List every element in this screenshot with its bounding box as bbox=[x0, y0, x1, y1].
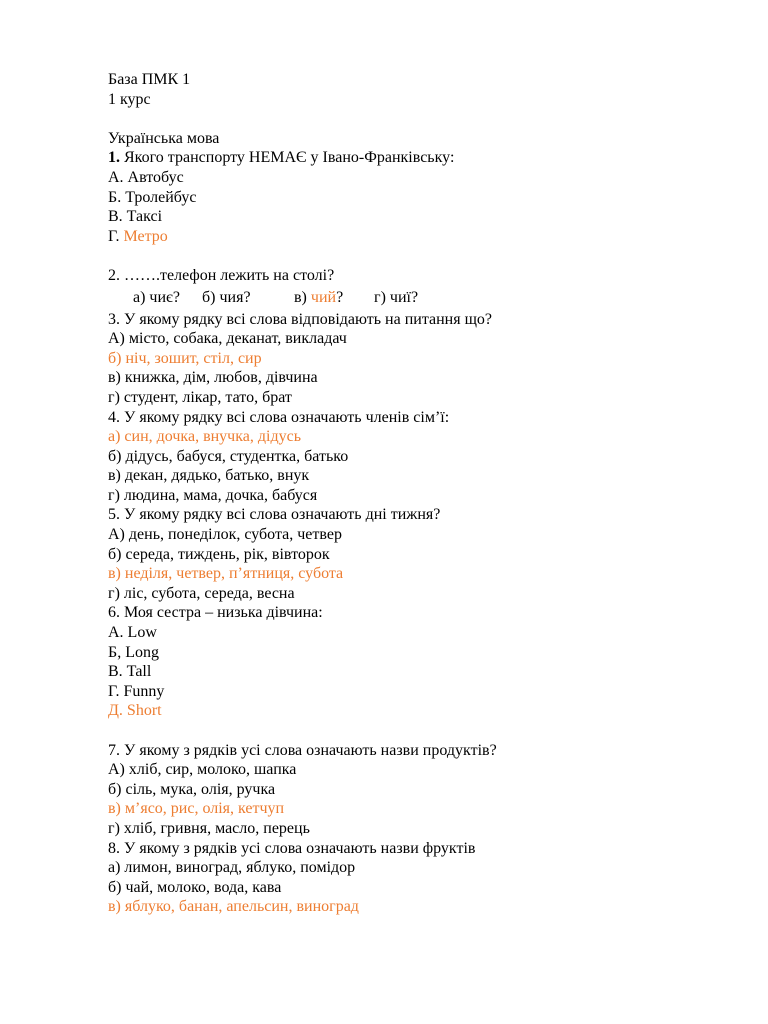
question-4: 4. У якому рядку всі слова означають членів сім’ї: bbox=[108, 408, 450, 426]
question-4-option: б) дідусь, бабуся, студентка, батько bbox=[108, 447, 349, 465]
document-title: База ПМК 1 bbox=[108, 71, 191, 88]
question-3-option: в) книжка, дім, любов, дівчина bbox=[108, 369, 318, 387]
question-6: 6. Моя сестра – низька дівчина: bbox=[108, 604, 323, 622]
question-2-option-d: г) чиї? bbox=[374, 288, 419, 306]
question-3-option: А) місто, собака, деканат, викладач bbox=[108, 330, 347, 348]
question-7: 7. У якому з рядків усі слова означають назви продуктів? bbox=[108, 741, 497, 759]
question-8: 8. У якому з рядків усі слова означають назви фруктів bbox=[108, 839, 476, 857]
question-4-option: в) декан, дядько, батько, внук bbox=[108, 467, 310, 485]
course-label: 1 курс bbox=[108, 90, 151, 108]
question-6-option: Г. Funny bbox=[108, 682, 165, 700]
question-5: 5. У якому рядку всі слова означають дні тижня? bbox=[108, 506, 441, 524]
question-6-answer-option: Д. Short bbox=[108, 702, 162, 720]
question-6-option: А. Low bbox=[108, 624, 157, 642]
question-8-option: б) чай, молоко, вода, кава bbox=[108, 878, 282, 896]
question-7-answer-option: в) м’ясо, рис, олія, кетчуп bbox=[108, 800, 285, 818]
question-5-option: б) середа, тиждень, рік, вівторок bbox=[108, 545, 330, 563]
question-7-option: г) хліб, гривня, масло, перець bbox=[108, 819, 310, 837]
question-2-option-a: а) чиє? bbox=[133, 288, 181, 306]
question-6-option: В. Tall bbox=[108, 663, 152, 681]
question-7-option: б) сіль, мука, олія, ручка bbox=[108, 780, 276, 798]
question-3-option: г) студент, лікар, тато, брат bbox=[108, 388, 292, 406]
question-2: 2. …….телефон лежить на столі? bbox=[108, 266, 335, 284]
question-1-option: А. Автобус bbox=[108, 168, 184, 186]
question-3: 3. У якому рядку всі слова відповідають на питання що? bbox=[108, 310, 493, 328]
question-1-text: Якого транспорту НЕМАЄ у Івано-Франківську: bbox=[120, 149, 455, 167]
question-1-number: 1. bbox=[108, 149, 120, 167]
highlighted-answer: чий bbox=[310, 288, 337, 306]
question-4-option: г) людина, мама, дочка, бабуся bbox=[108, 486, 318, 504]
question-5-answer-option: в) неділя, четвер, п’ятниця, субота bbox=[108, 565, 344, 583]
question-6-option: Б, Long bbox=[108, 643, 159, 661]
document-page bbox=[108, 70, 728, 917]
highlighted-answer: Метро bbox=[123, 227, 168, 245]
question-3-answer-option: б) ніч, зошит, стіл, сир bbox=[108, 349, 262, 367]
question-8-option: а) лимон, виноград, яблуко, помідор bbox=[108, 859, 356, 877]
answer-prefix: Г. bbox=[108, 227, 124, 245]
question-1 bbox=[108, 148, 728, 168]
question-1-option: В. Таксі bbox=[108, 208, 163, 226]
question-2-options bbox=[108, 286, 728, 310]
question-4-answer-option: а) син, дочка, внучка, дідусь bbox=[108, 428, 301, 446]
question-5-option: г) ліс, субота, середа, весна bbox=[108, 584, 295, 602]
question-2-option-c: в) чий? bbox=[294, 288, 344, 306]
question-5-option: А) день, понеділок, субота, четвер bbox=[108, 526, 342, 544]
question-2-option-b: б) чия? bbox=[202, 288, 251, 306]
question-1-option: Б. Тролейбус bbox=[108, 188, 197, 206]
question-7-option: А) хліб, сир, молоко, шапка bbox=[108, 761, 297, 779]
subject-heading: Українська мова bbox=[108, 129, 220, 147]
question-1-answer-option bbox=[108, 227, 728, 247]
question-8-answer-option: в) яблуко, банан, апельсин, виноград bbox=[108, 898, 359, 916]
